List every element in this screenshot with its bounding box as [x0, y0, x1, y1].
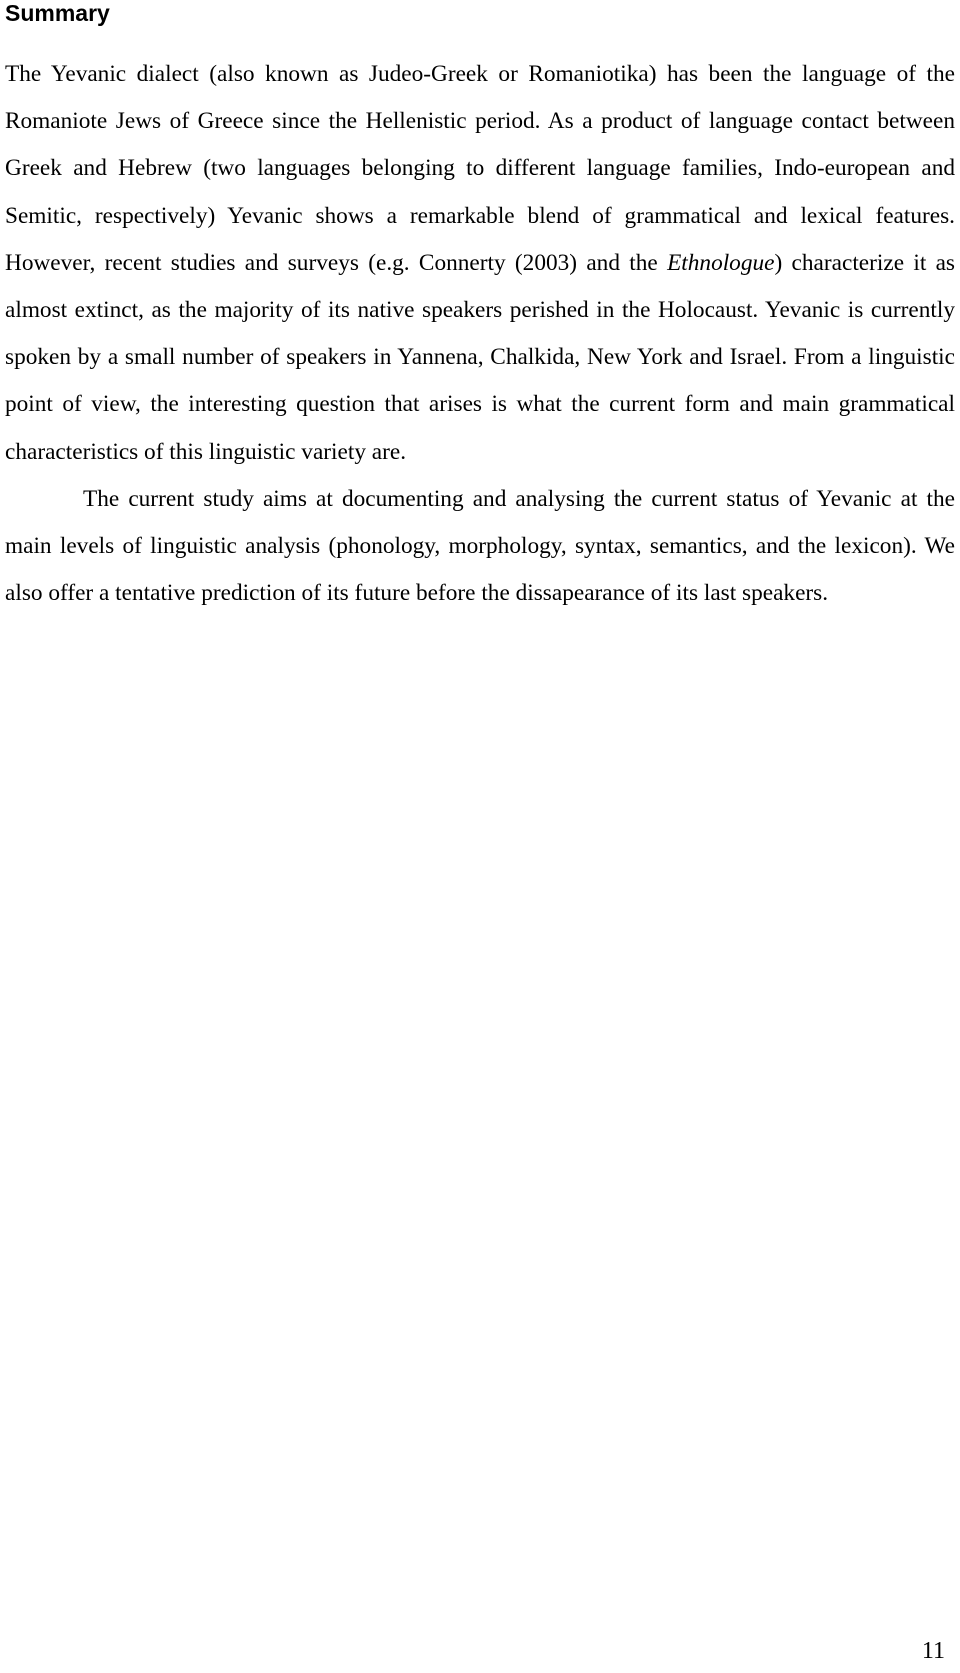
section-heading: Summary — [5, 0, 110, 26]
page-number: 11 — [921, 1638, 945, 1664]
summary-paragraph-1 — [5, 51, 955, 476]
paragraph-1-text-end: ) characterize it as almost extinct, as the majority of its native speakers perished in the Holocaust. Yevanic is currently spoken by a small number of speakers in Yannena, Chalkida, New York and Israel. From a linguistic point of view, the interesting question that arises is what the current form and main grammatical characteristics of this linguistic variety are. — [5, 249, 955, 465]
document-page — [5, 0, 955, 617]
paragraph-1-text-start: The Yevanic dialect (also known as Judeo-Greek or Romaniotika) has been the language of the Romaniote Jews of Greece since the Hellenistic period. As a product of language contact between Greek and Hebrew (two languages belonging to different language families, Indo-european and Semitic, respectively) Yevanic shows a remarkable blend of grammatical and lexical features. However, recent studies and surveys (e.g. Connerty (2003) and the — [5, 61, 955, 276]
ethnologue-title: Ethnologue — [667, 249, 775, 276]
summary-paragraph-2: The current study aims at documenting and analysing the current status of Yevanic at the main levels of linguistic analysis (phonology, morphology, syntax, semantics, and the lexicon). We also offer a tentative prediction of its future before the dissapearance of its last speakers. — [5, 485, 955, 607]
